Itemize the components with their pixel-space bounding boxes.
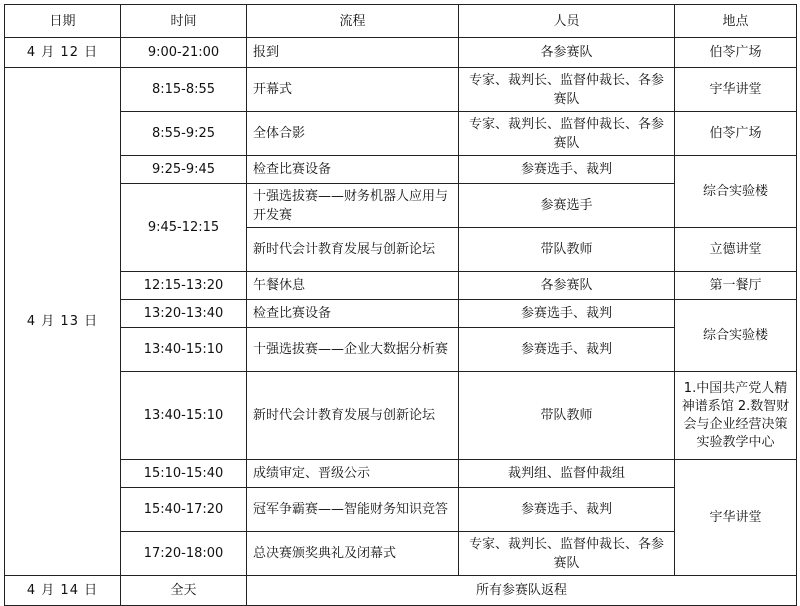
table-row — [5, 300, 797, 328]
people-cell: 专家、裁判长、监督仲裁长、各参赛队 — [459, 532, 675, 576]
people-cell: 带队教师 — [459, 372, 675, 460]
table-row — [5, 372, 797, 460]
header-people: 人员 — [459, 5, 675, 38]
people-cell: 参赛选手 — [459, 184, 675, 228]
process-cell: 十强选拔赛——财务机器人应用与开发赛 — [247, 184, 459, 228]
table-row — [5, 38, 797, 68]
table-row — [5, 460, 797, 488]
date-cell: 4 月 12 日 — [5, 38, 121, 68]
people-cell: 参赛选手、裁判 — [459, 488, 675, 532]
table-row — [5, 68, 797, 112]
place-cell: 伯苓广场 — [675, 38, 797, 68]
place-cell: 宇华讲堂 — [675, 68, 797, 112]
people-cell: 参赛选手、裁判 — [459, 156, 675, 184]
header-time: 时间 — [121, 5, 247, 38]
people-cell: 各参赛队 — [459, 272, 675, 300]
table-row — [5, 576, 797, 606]
process-cell: 新时代会计教育发展与创新论坛 — [247, 228, 459, 272]
place-cell: 宇华讲堂 — [675, 460, 797, 576]
date-cell: 4 月 14 日 — [5, 576, 121, 606]
time-cell: 9:00-21:00 — [121, 38, 247, 68]
table-row — [5, 112, 797, 156]
time-cell: 15:10-15:40 — [121, 460, 247, 488]
process-cell: 冠军争霸赛——智能财务知识竞答 — [247, 488, 459, 532]
people-cell: 参赛选手、裁判 — [459, 300, 675, 328]
time-cell: 8:55-9:25 — [121, 112, 247, 156]
time-cell: 15:40-17:20 — [121, 488, 247, 532]
time-cell: 13:40-15:10 — [121, 372, 247, 460]
people-cell: 专家、裁判长、监督仲裁长、各参赛队 — [459, 112, 675, 156]
people-cell: 专家、裁判长、监督仲裁长、各参赛队 — [459, 68, 675, 112]
place-cell: 第一餐厅 — [675, 272, 797, 300]
people-cell: 带队教师 — [459, 228, 675, 272]
process-cell: 午餐休息 — [247, 272, 459, 300]
place-cell: 综合实验楼 — [675, 300, 797, 372]
schedule-table — [4, 4, 797, 606]
process-cell: 成绩审定、晋级公示 — [247, 460, 459, 488]
process-cell: 总决赛颁奖典礼及闭幕式 — [247, 532, 459, 576]
place-cell: 伯苓广场 — [675, 112, 797, 156]
process-cell: 所有参赛队返程 — [247, 576, 797, 606]
process-cell: 报到 — [247, 38, 459, 68]
place-cell: 1.中国共产党人精神谱系馆 2.数智财会与企业经营决策实验教学中心 — [675, 372, 797, 460]
people-cell: 参赛选手、裁判 — [459, 328, 675, 372]
process-cell: 全体合影 — [247, 112, 459, 156]
header-process: 流程 — [247, 5, 459, 38]
place-cell: 综合实验楼 — [675, 156, 797, 228]
time-cell: 13:40-15:10 — [121, 328, 247, 372]
header-date: 日期 — [5, 5, 121, 38]
process-cell: 开幕式 — [247, 68, 459, 112]
process-cell: 新时代会计教育发展与创新论坛 — [247, 372, 459, 460]
people-cell: 裁判组、监督仲裁组 — [459, 460, 675, 488]
process-cell: 十强选拔赛——企业大数据分析赛 — [247, 328, 459, 372]
time-cell: 8:15-8:55 — [121, 68, 247, 112]
time-cell: 9:25-9:45 — [121, 156, 247, 184]
place-cell: 立德讲堂 — [675, 228, 797, 272]
table-row — [5, 156, 797, 184]
process-cell: 检查比赛设备 — [247, 156, 459, 184]
time-cell: 17:20-18:00 — [121, 532, 247, 576]
time-cell: 全天 — [121, 576, 247, 606]
date-cell: 4 月 13 日 — [5, 68, 121, 576]
table-row — [5, 272, 797, 300]
time-cell: 12:15-13:20 — [121, 272, 247, 300]
header-row — [5, 5, 797, 38]
schedule-frame — [4, 4, 796, 596]
time-cell: 13:20-13:40 — [121, 300, 247, 328]
people-cell: 各参赛队 — [459, 38, 675, 68]
time-cell: 9:45-12:15 — [121, 184, 247, 272]
header-place: 地点 — [675, 5, 797, 38]
process-cell: 检查比赛设备 — [247, 300, 459, 328]
